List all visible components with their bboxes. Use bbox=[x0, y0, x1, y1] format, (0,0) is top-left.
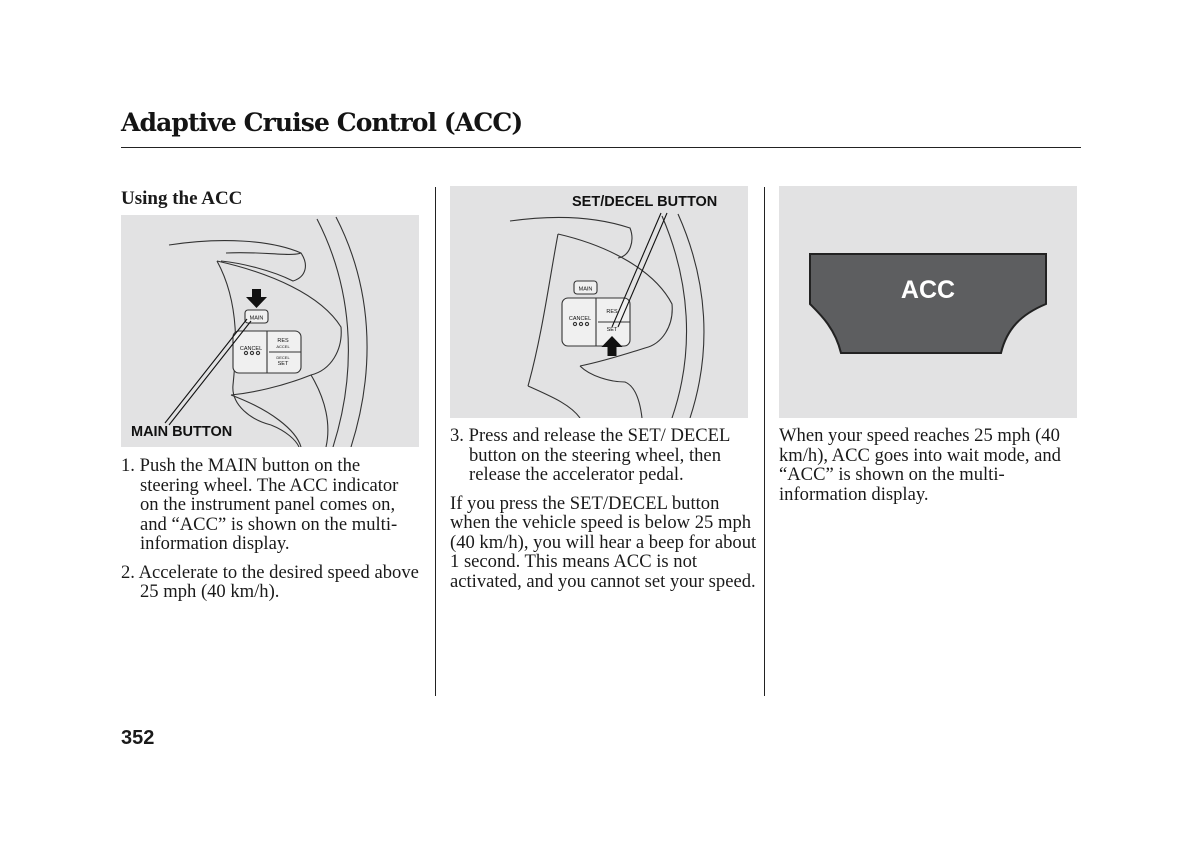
cancel-button-label: CANCEL bbox=[568, 316, 592, 322]
wait-mode-note: When your speed reaches 25 mph (40 km/h), ACC goes into wait mode, and “ACC” is shown on the multi-information display. bbox=[779, 425, 1061, 505]
accel-label: ACCEL bbox=[276, 344, 290, 349]
multi-information-display-figure bbox=[779, 186, 1077, 418]
steps-list-left bbox=[121, 456, 421, 611]
step-number: 3. bbox=[450, 425, 464, 446]
step-2 bbox=[121, 563, 421, 602]
page-number: 352 bbox=[121, 727, 155, 749]
main-button-label: MAIN bbox=[249, 315, 264, 322]
step-number: 2. bbox=[121, 561, 135, 583]
res-button-label: RES bbox=[277, 338, 289, 344]
page-title: Adaptive Cruise Control (ACC) bbox=[121, 108, 523, 137]
cancel-button-label: CANCEL bbox=[239, 346, 263, 352]
column-divider-left bbox=[435, 187, 436, 696]
acc-display-text: ACC bbox=[900, 276, 956, 304]
decel-label: DECEL bbox=[276, 355, 290, 360]
main-button-callout: MAIN BUTTON bbox=[131, 424, 233, 440]
column-divider-right bbox=[764, 187, 765, 696]
step-text: Accelerate to the desired speed above 25 mph (40 km/h). bbox=[138, 561, 419, 602]
middle-column-text bbox=[450, 426, 760, 600]
set-decel-button-callout: SET/DECEL BUTTON bbox=[572, 194, 718, 210]
step-number: 1. bbox=[121, 455, 135, 476]
step-1 bbox=[121, 456, 421, 554]
step-3 bbox=[450, 426, 760, 485]
right-column-text bbox=[779, 426, 1079, 513]
res-button-label: RES bbox=[606, 309, 618, 315]
section-heading: Using the ACC bbox=[121, 188, 243, 209]
set-button-label: SET bbox=[606, 327, 618, 333]
steps-list-middle bbox=[450, 426, 760, 485]
steering-wheel-main-figure bbox=[121, 215, 419, 447]
step-text: Press and release the SET/ DECEL button on the steering wheel, then release the accelerator pedal. bbox=[468, 425, 730, 485]
steering-wheel-set-figure bbox=[450, 186, 748, 418]
main-button-label: MAIN bbox=[578, 286, 593, 293]
set-button-label: SET bbox=[277, 361, 289, 367]
title-divider bbox=[121, 147, 1081, 148]
set-decel-note: If you press the SET/DECEL button when the vehicle speed is below 25 mph (40 km/h), you will hear a beep for about 1 second. This means ACC is not activated, and you cannot set your speed. bbox=[450, 492, 757, 592]
step-text: Push the MAIN button on the steering wheel. The ACC indicator on the instrument panel comes on, and “ACC” is shown on the multi-information display. bbox=[139, 455, 399, 554]
